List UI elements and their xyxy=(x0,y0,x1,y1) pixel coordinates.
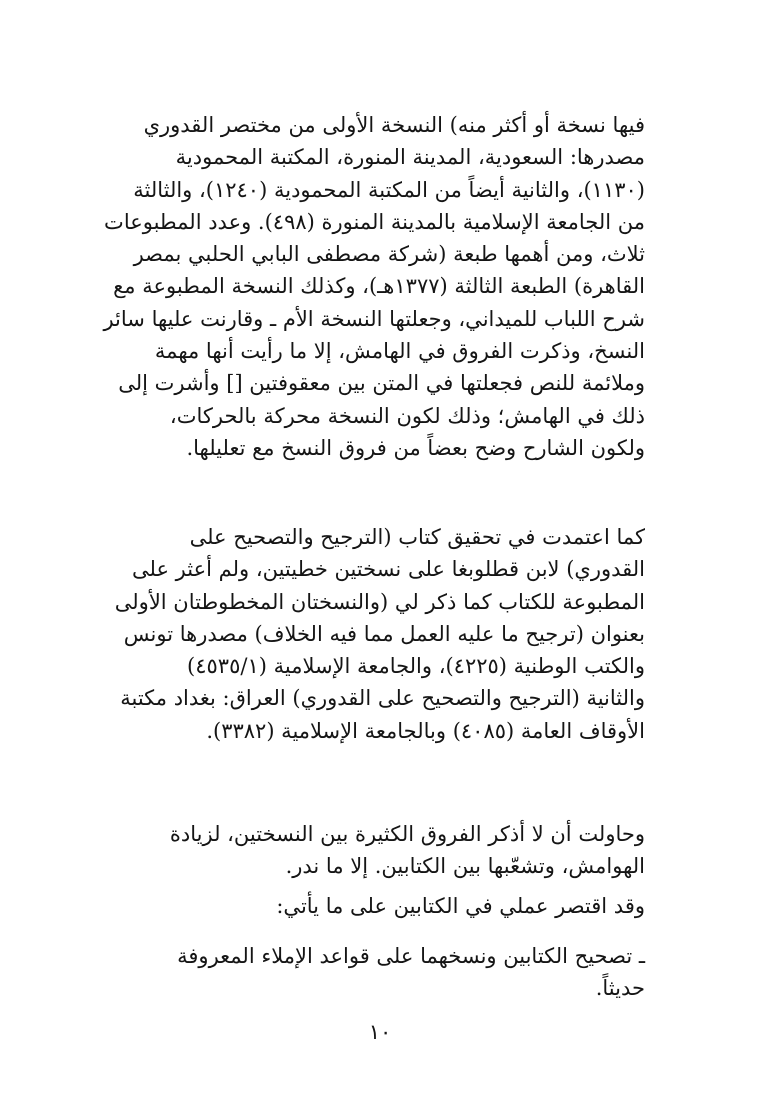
text-line: القاهرة) الطبعة الثالثة (١٣٧٧هـ)، وكذلك النسخة المطبوعة مع xyxy=(113,274,645,299)
text-line: شرح اللباب للميداني، وجعلتها النسخة الأم ـ وقارنت عليها سائر xyxy=(103,306,645,331)
text-line: المطبوعة للكتاب كما ذكر لي (والنسختان المخطوطتان الأولى xyxy=(114,589,645,614)
text-line: ـ تصحيح الكتابين ونسخهما على قواعد الإملاء المعروفة xyxy=(177,944,645,968)
paragraph-tarjih-tashih xyxy=(114,521,645,747)
text-line: وحاولت أن لا أذكر الفروق الكثيرة بين النسختين، لزيادة xyxy=(169,822,645,846)
text-line: ذلك في الهامش؛ وذلك لكون النسخة محركة بالحركات، xyxy=(169,403,645,428)
text-line: والكتب الوطنية (٤٢٢٥)، والجامعة الإسلامية (٤٥٣٥/١) xyxy=(187,654,645,679)
text-line: ثلاث، ومن أهمها طبعة (شركة مصطفى البابي الحلبي بمصر xyxy=(133,242,645,267)
paragraph-manuscripts-qudoori xyxy=(103,109,645,464)
text-line: حديثاً. xyxy=(595,976,645,1001)
text-line: مصدرها: السعودية، المدينة المنورة، المكتبة المحمودية xyxy=(175,145,645,170)
paragraph-differences xyxy=(122,818,645,883)
text-line: من الجامعة الإسلامية بالمدينة المنورة (٤٩٨). وعدد المطبوعات xyxy=(104,209,645,234)
text-line: النسخ، وذكرت الفروق في الهامش، إلا ما رأيت أنها مهمة xyxy=(154,339,645,364)
text-line: الأوقاف العامة (٤٠٨٥) وبالجامعة الإسلامية (٣٣٨٢). xyxy=(206,718,645,743)
text-line: والثانية (الترجيح والتصحيح على القدوري) العراق: بغداد مكتبة xyxy=(120,686,645,711)
text-line: فيها نسخة أو أكثر منه) النسخة الأولى من مختصر القدوري xyxy=(143,113,645,137)
text-line: الهوامش، وتشعّبها بين الكتابين. إلا ما ندر. xyxy=(285,854,645,879)
text-line: كما اعتمدت في تحقيق كتاب (الترجيح والتصحيح على xyxy=(189,525,645,549)
text-line: وملائمة للنص فجعلتها في المتن بين معقوفتين [] وأشرت إلى xyxy=(118,371,645,396)
text-line: وقد اقتصر عملي في الكتابين على ما يأتي: xyxy=(276,894,645,918)
paragraph-list-item xyxy=(122,940,645,1005)
text-line: القدوري) لابن قطلوبغا على نسختين خطيتين، ولم أعثر على xyxy=(132,557,645,582)
text-line: (١١٣٠)، والثانية أيضاً من المكتبة المحمودية (١٢٤٠)، والثالثة xyxy=(133,177,645,202)
text-line: ولكون الشارح وضح بعضاً من فروق النسخ مع تعليلها. xyxy=(186,435,645,460)
page-number: ١٠ xyxy=(368,1020,392,1044)
paragraph-work-scope xyxy=(122,890,645,922)
text-line: بعنوان (ترجيح ما عليه العمل مما فيه الخلاف) مصدرها تونس xyxy=(123,621,645,646)
